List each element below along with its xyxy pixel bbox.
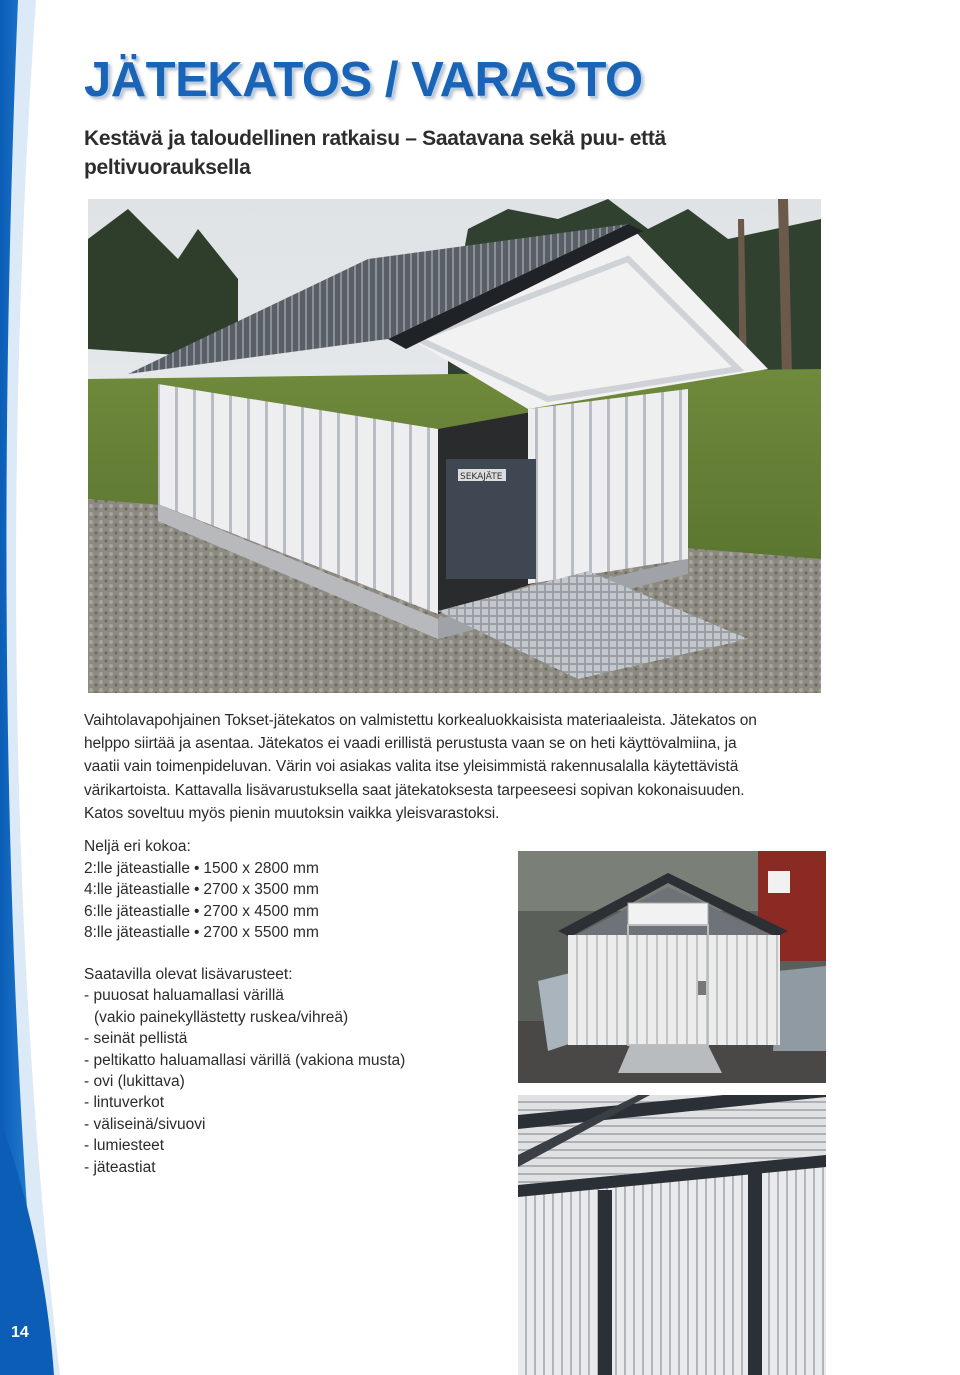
accessory-item: - peltikatto haluamallasi värillä (vakiona musta) <box>84 1051 406 1069</box>
accessories-list <box>84 964 405 1178</box>
size-item: 6:lle jäteastialle • 2700 x 4500 mm <box>84 902 319 920</box>
bullet-separator: • <box>193 859 200 877</box>
bullet-separator: • <box>193 881 200 898</box>
main-photo-waste-shelter <box>88 199 821 693</box>
accessory-item: - lumiesteet <box>84 1137 165 1155</box>
photo-metal-interior <box>518 1095 826 1375</box>
sizes-list <box>84 836 319 944</box>
accessories-heading: Saatavilla olevat lisävarusteet: <box>84 966 293 983</box>
accessory-item: - väliseinä/sivuovi <box>84 1115 206 1133</box>
description-line: Katos soveltuu myös pienin muutoksin vaikka yleisvarastoksi. <box>84 804 500 822</box>
size-item: 4:lle jäteastialle • 2700 x 3500 mm <box>84 881 319 898</box>
description-line: vaatii vain toimenpideluvan. Värin voi asiakas valita itse yleisimmistä rakennusalalla käytettävistä <box>84 758 739 776</box>
description-line: helppo siirtää ja asentaa. Jätekatos ei vaadi erillistä perustusta vaan se on heti käyttövalmiina, ja <box>84 735 737 753</box>
accessory-item: (vakio painekyllästetty ruskea/vihreä) <box>94 1008 349 1026</box>
page-title: JÄTEKATOS / VARASTO <box>84 53 643 107</box>
size-item: 2:lle jäteastialle • 1500 x 2800 mm <box>84 859 319 877</box>
page-number: 14 <box>11 1324 29 1341</box>
accessory-item: - seinät pellistä <box>84 1030 188 1048</box>
size-item: 8:lle jäteastialle • 2700 x 5500 mm <box>84 924 319 941</box>
sizes-heading: Neljä eri kokoa: <box>84 838 191 855</box>
description-line: Vaihtolavapohjainen Tokset-jätekatos on valmistettu korkealuokkaisista materiaaleista. Jätekatos on <box>84 712 757 729</box>
page-subtitle: Kestävä ja taloudellinen ratkaisu – Saatavana sekä puu- että peltivuorauksella <box>84 127 666 179</box>
accessory-item: - ovi (lukittava) <box>84 1073 185 1091</box>
bin-label: SEKAJÄTE <box>460 472 503 482</box>
accessory-item: - puuosat haluamallasi värillä <box>84 987 284 1005</box>
bullet-separator: • <box>193 902 200 920</box>
accessory-item: - lintuverkot <box>84 1094 165 1112</box>
description-line: värikartoista. Kattavalla lisävarustuksella saat jätekatoksesta tarpeeseesi sopivan kokonaisuuden. <box>84 781 745 799</box>
accessory-item: - jäteastiat <box>84 1158 156 1176</box>
bullet-separator: • <box>193 924 200 941</box>
photo-metal-shed <box>518 851 826 1083</box>
description-text <box>84 709 844 825</box>
